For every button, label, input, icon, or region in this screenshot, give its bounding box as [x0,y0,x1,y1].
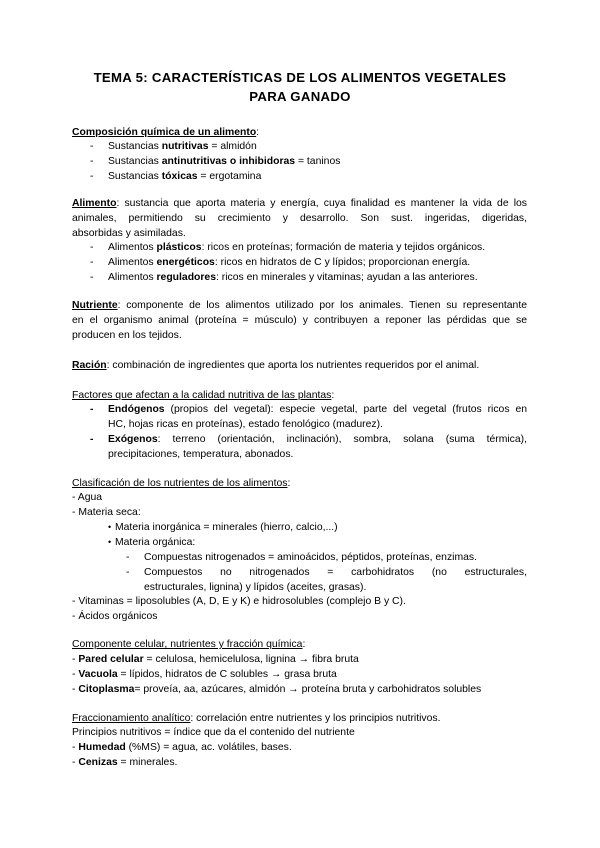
page-title: TEMA 5: CARACTERÍSTICAS DE LOS ALIMENTOS VEGETALES [93,70,507,85]
clasificacion-seca: - Materia seca: [72,507,141,518]
dash-marker: - [90,257,94,268]
dash-marker: - [126,552,130,563]
fraccionamiento-heading: Fraccionamiento analítico [72,713,191,724]
racion-term: Ración [72,360,107,371]
clasificacion-inorganica: Materia inorgánica = minerales (hierro, calcio,...) [115,522,338,533]
componente-heading: Componente celular, nutrientes y fracción química [72,639,303,650]
factores-heading: Factores que afectan a la calidad nutritiva de las plantas [72,390,332,401]
fraccionamiento-row: - Cenizas = minerales. [72,757,178,768]
dash-marker: - [90,171,94,182]
dash-marker: - [90,272,94,283]
componente-heading-line: Componente celular, nutrientes y fracción química: [72,639,306,650]
endogenos-line-1: Endógenos (propios del vegetal): especie vegetal, parte del vegetal (frutos ricos en [108,404,527,415]
list-item: Alimentos reguladores: ricos en minerales y vitaminas; ayudan a las anteriores. [108,272,478,283]
list-item: Alimentos energéticos: ricos en hidratos de C y lípidos; proporcionan energía. [108,257,471,268]
principios-nutritivos: Principios nutritivos = índice que da el contenido del nutriente [72,727,355,738]
dash-marker: - [90,434,94,445]
composicion-heading-line: Composición química de un alimento: [72,127,260,138]
exogenos-line-1: Exógenos: terreno (orientación, inclinación), sombra, solana (suma térmica), [108,434,527,445]
racion-line: Ración: combinación de ingredientes que aporta los nutrientes requeridos por el animal. [72,360,480,371]
alimento-term: Alimento [72,198,117,209]
dash-marker: - [90,141,94,152]
clasificacion-heading: Clasificación de los nutrientes de los alimentos [72,478,288,489]
endogenos-line-2: HC, hojas ricas en proteínas), estado fenológico (madurez). [108,419,383,430]
bullet-marker: • [108,537,112,547]
clasificacion-acidos: - Ácidos orgánicos [72,611,158,622]
bullet-marker: • [108,522,112,532]
page-title-line2: PARA GANADO [249,89,351,104]
dash-marker: - [90,242,94,253]
list-item: Sustancias antinutritivas o inhibidoras = taninos [108,156,341,167]
nutriente-line-1: Nutriente: componente de los alimentos utilizado por los animales. Tienen su representante [72,300,527,311]
alimento-line-3: absorbidas y asimiladas. [72,228,186,239]
list-item: Sustancias nutritivas = almidón [108,141,257,152]
clasificacion-nitrogenados: Compuestas nitrogenados = aminoácidos, péptidos, proteínas, enzimas. [144,552,477,563]
nutriente-term: Nutriente [72,300,118,311]
exogenos-line-2: precipitaciones, temperatura, abonados. [108,449,294,460]
dash-marker: - [90,156,94,167]
componente-row: - Citoplasma= proveía, aa, azúcares, almidón → proteína bruta y carbohidratos solubles [72,684,482,695]
nutriente-line-2: en el organismo animal (proteína = músculo) y contribuyen a reponer las pérdidas que se [72,315,527,326]
clasificacion-heading-line: Clasificación de los nutrientes de los alimentos: [72,478,291,489]
alimento-line-2: animales, permitiendo su crecimiento y desarrollo. Son sust. ingeridas, digeridas, [72,213,527,224]
clasificacion-agua: - Agua [72,492,103,503]
alimento-line-1: Alimento: sustancia que aporta materia y energía, cuya finalidad es mantener la vida de los [72,198,527,209]
dash-marker: - [90,404,94,415]
factores-heading-line: Factores que afectan a la calidad nutritiva de las plantas: [72,390,335,401]
fraccionamiento-line: Fraccionamiento analítico: correlación entre nutrientes y los principios nutritivos. [72,713,441,724]
fraccionamiento-row: - Humedad (%MS) = agua, ac. volátiles, bases. [72,742,292,753]
dash-marker: - [126,567,130,578]
composicion-heading: Composición química de un alimento [72,127,257,138]
clasificacion-no-nitrogenados-1: Compuestos no nitrogenados = carbohidratos (no estructurales, [144,567,527,578]
clasificacion-vitaminas: - Vitaminas = liposolubles (A, D, E y K) e hidrosolubles (complejo B y C). [72,596,406,607]
clasificacion-no-nitrogenados-2: estructurales, lignina) y lípidos (aceites, grasas). [144,582,367,593]
nutriente-line-3: producen en los tejidos. [72,330,182,341]
componente-row: - Vacuola = lípidos, hidratos de C solubles → grasa bruta [72,669,337,680]
clasificacion-organica: Materia orgánica: [115,537,196,548]
componente-row: - Pared celular = celulosa, hemicelulosa, lignina → fibra bruta [72,654,359,665]
list-item: Alimentos plásticos: ricos en proteínas; formación de materia y tejidos orgánicos. [108,242,486,253]
list-item: Sustancias tóxicas = ergotamina [108,171,262,182]
